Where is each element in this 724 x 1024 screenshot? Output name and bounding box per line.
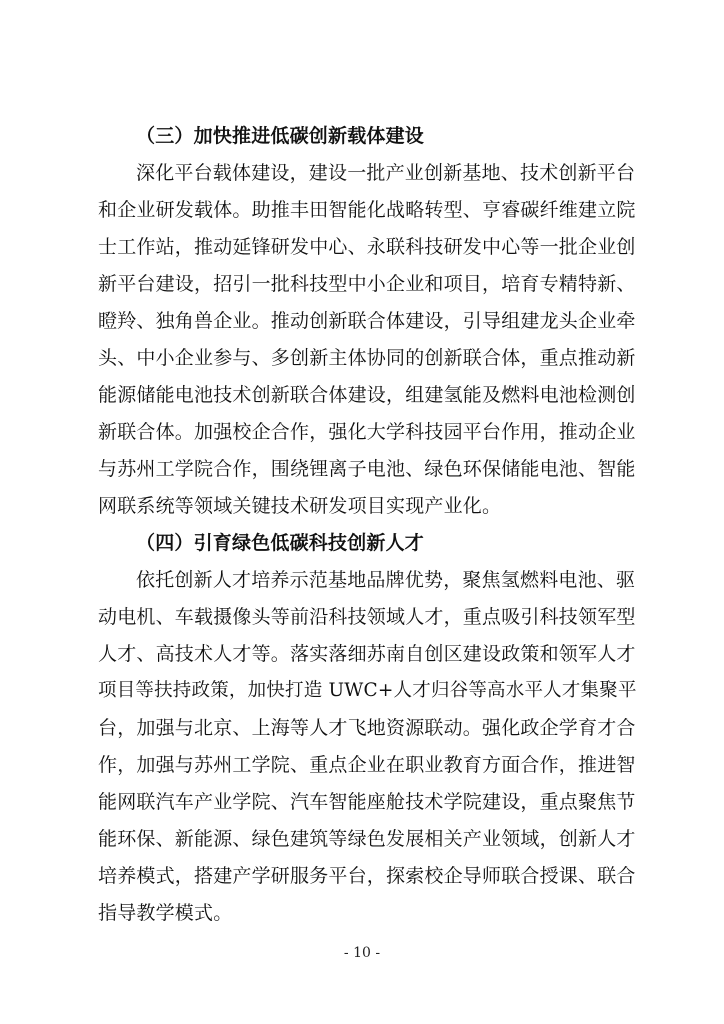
section-3-line-10: 网联系统等领域关键技术研发项目实现产业化。	[98, 495, 502, 517]
section-4-line-7: 能网联汽车产业学院、汽车智能座舱技术学院建设，重点聚焦节	[98, 791, 636, 813]
section-3-heading: （三）加快推进低碳创新载体建设	[136, 125, 425, 147]
section-3-line-7: 能源储能电池技术创新联合体建设，组建氢能及燃料电池检测创	[98, 384, 636, 406]
page-number: - 10 -	[343, 945, 381, 961]
section-3-line-1: 深化平台载体建设，建设一批产业创新基地、技术创新平台	[136, 162, 636, 184]
section-4-line-6: 作，加强与苏州工学院、重点企业在职业教育方面合作，推进智	[98, 754, 636, 776]
section-3-line-9: 与苏州工学院合作，围绕锂离子电池、绿色环保储能电池、智能	[98, 458, 636, 480]
section-3-line-4: 新平台建设，招引一批科技型中小企业和项目，培育专精特新、	[98, 273, 636, 295]
section-4-line-10: 指导教学模式。	[98, 902, 233, 924]
section-4-line-4: 项目等扶持政策，加快打造 UWC+人才归谷等高水平人才集聚平	[98, 680, 637, 701]
section-4-line-1: 依托创新人才培养示范基地品牌优势，聚焦氢燃料电池、驱	[136, 569, 636, 591]
section-4-line-8: 能环保、新能源、绿色建筑等绿色发展相关产业领域，创新人才	[98, 828, 636, 850]
section-3-line-8: 新联合体。加强校企合作，强化大学科技园平台作用，推动企业	[98, 421, 636, 443]
section-3-line-5: 瞪羚、独角兽企业。推动创新联合体建设，引导组建龙头企业牵	[98, 310, 636, 332]
section-3-line-2: 和企业研发载体。助推丰田智能化战略转型、亨睿碳纤维建立院	[98, 199, 636, 221]
section-3-line-3: 士工作站，推动延锋研发中心、永联科技研发中心等一批企业创	[98, 236, 636, 258]
section-4-line-3: 人才、高技术人才等。落实落细苏南自创区建设政策和领军人才	[98, 643, 636, 665]
section-4-line-2: 动电机、车载摄像头等前沿科技领域人才，重点吸引科技领军型	[98, 606, 636, 628]
section-4-line-9: 培养模式，搭建产学研服务平台，探索校企导师联合授课、联合	[98, 865, 636, 887]
section-4-heading: （四）引育绿色低碳科技创新人才	[136, 532, 425, 554]
section-4-line-5: 台，加强与北京、上海等人才飞地资源联动。强化政企学育才合	[98, 717, 636, 739]
section-3-line-6: 头、中小企业参与、多创新主体协同的创新联合体，重点推动新	[98, 347, 636, 369]
